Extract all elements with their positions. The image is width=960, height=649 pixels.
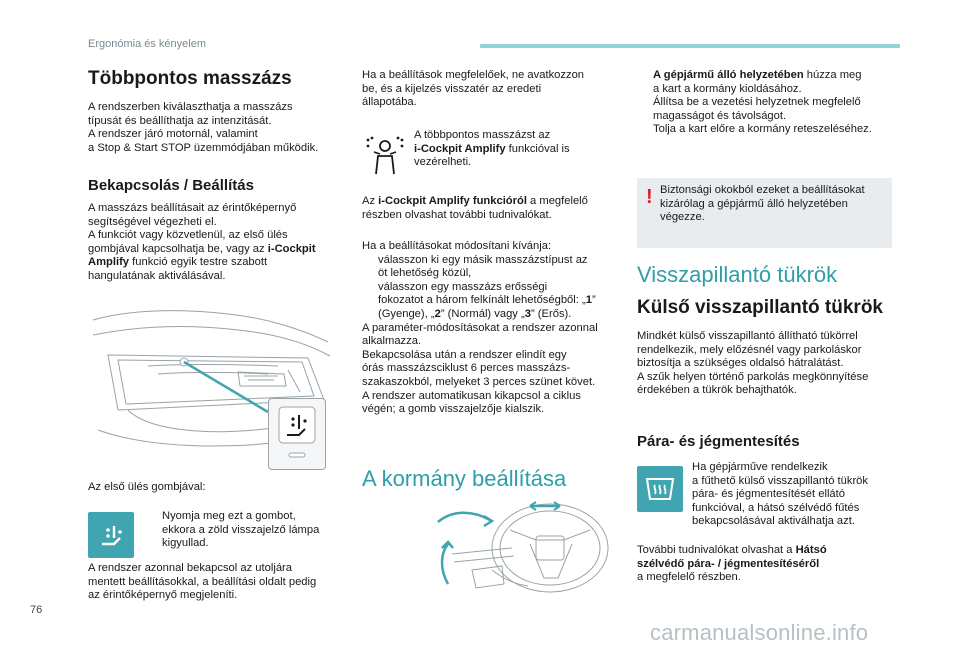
list-item (637, 69, 899, 96)
warning-icon: ! (646, 186, 653, 208)
text-line: az érintőképernyő megjeleníti. (88, 589, 238, 602)
text-line: Nyomja meg ezt a gombot, (162, 510, 296, 522)
text-line: A rendszer automatikusan kikapcsol a ciklus (362, 389, 581, 402)
bullet-marker (362, 281, 378, 322)
text-line: Ha a beállítások megfelelőek, ne avatkozzon (362, 69, 585, 81)
text-line: órás masszázsciklust 6 perces masszázs- (362, 362, 571, 375)
level-value: 1 (585, 294, 592, 307)
title-massage: Többpontos masszázs (88, 68, 292, 89)
seat-massage-button-zoom (268, 398, 326, 470)
text-line: Állítsa be a vezetési helyzetnek megfelelő (653, 96, 861, 109)
text-span: funkció egyik testre szabott (129, 256, 268, 269)
text-line: biztosítja a szükséges oldalsó hátralátást. (637, 357, 844, 370)
text-line: érdekében a tükrök behajthatók. (637, 384, 797, 397)
text-line: a fűthető külső visszapillantó tükrök (692, 474, 868, 487)
text-span: ” (Erős). (530, 307, 572, 320)
seat-button-label: Az első ülés gombjával: (88, 481, 206, 493)
subtitle-defrost: Pára- és jégmentesítés (637, 433, 800, 450)
text-line: Biztonsági okokból ezeket a beállításokat (660, 184, 865, 196)
defrost-more-info (637, 544, 899, 585)
massage-intro (88, 101, 348, 155)
settings-ok-text (362, 69, 624, 110)
text-line: A paraméter-módosításokat a rendszer azonnal (362, 321, 598, 334)
text-line (653, 69, 899, 83)
rear-defrost-button[interactable] (637, 466, 683, 512)
page-number: 76 (30, 604, 43, 616)
modify-settings-text (362, 240, 624, 417)
text-line: válasszon ki egy másik masszázstípust az (378, 253, 588, 266)
bullet-marker (637, 96, 653, 123)
level-value: 3 (524, 307, 531, 320)
title-mirrors: Visszapillantó tükrök (637, 262, 838, 287)
text-line: Ha gépjárműve rendelkezik (692, 461, 828, 473)
icockpit-note (414, 129, 614, 170)
text-line: a kart a kormány kioldásához. (653, 82, 802, 95)
safety-warning-text (660, 184, 880, 225)
title-external-mirrors: Külső visszapillantó tükrök (637, 297, 883, 318)
text-line: A szűk helyen történő parkolás megkönnyítése (637, 370, 869, 383)
text-line: Mindkét külső visszapillantó állítható tükörrel (637, 330, 858, 342)
list-item (637, 123, 899, 137)
text-line: segítségével végezheti el. (88, 215, 217, 228)
text-line (362, 195, 624, 209)
icockpit-term: i-Cockpit Amplify funkcióról (378, 195, 527, 207)
text-span: Az (362, 195, 379, 207)
massage-seat-icon (269, 399, 325, 469)
text-block (653, 69, 899, 96)
title-steering: A kormány beállítása (362, 466, 567, 491)
text-line: Tolja a kart előre a kormány reteszeléséhez. (653, 123, 872, 136)
press-button-instruction (146, 510, 346, 551)
text-line: A rendszerben kiválaszthatja a masszázs (88, 101, 293, 113)
list-item (362, 254, 624, 281)
text-line: állapotába. (362, 96, 417, 109)
bullet-marker (146, 510, 162, 551)
level-value: 2 (434, 307, 441, 320)
subtitle-setup: Bekapcsolás / Beállítás (88, 177, 254, 194)
massage-seat-icon (96, 520, 126, 550)
text-line: válasszon egy masszázs erősségi (378, 280, 548, 293)
text-span: fokozatot a három felkínált lehetőségből: „ (378, 294, 586, 307)
emphasis: A gépjármű álló helyzetében (653, 69, 804, 81)
text-line (637, 558, 899, 572)
text-line: be, és a kijelzés visszatér az eredeti (362, 82, 542, 95)
icockpit-more-info (362, 195, 624, 222)
text-block (378, 281, 624, 322)
text-line (378, 308, 624, 322)
massage-button[interactable] (88, 512, 134, 558)
text-line: mentett beállításokkal, a beállítási oldalt pedig (88, 575, 317, 588)
link-term: Hátsó (795, 544, 827, 556)
text-line: ekkora a zöld visszajelző lámpa (162, 523, 320, 536)
text-line: szakaszokból, melyeket 3 perces szünet követ. (362, 375, 596, 388)
text-line (378, 294, 624, 308)
text-line: rendelkezik, mely előzésnél vagy parkoláskor (637, 343, 862, 356)
text-line: bekapcsolásával aktiválhatja azt. (692, 515, 855, 528)
text-block (162, 510, 346, 551)
text-line: A rendszer járó motornál, valamint (88, 128, 258, 141)
text-line: vezérelheti. (414, 156, 472, 169)
text-line: végén; a gomb visszajelzője kialszik. (362, 403, 545, 416)
text-span: ” (591, 294, 596, 307)
massage-outro (88, 562, 350, 603)
text-line: végezze. (660, 211, 705, 224)
header-accent-bar (480, 44, 900, 48)
amplify-term: Amplify (88, 256, 130, 269)
text-line: kigyullad. (162, 537, 209, 550)
text-line: típusát és beállíthatja az intenzitását. (88, 114, 272, 127)
icockpit-term: i-Cockpit (267, 242, 316, 255)
text-line: öt lehetőség közül, (378, 267, 472, 280)
text-line: kizárólag a gépjármű álló helyzetében (660, 197, 848, 210)
section-header: Ergonómia és kényelem (88, 38, 207, 50)
icockpit-term: i-Cockpit Amplify (414, 142, 506, 155)
text-span: (Gyenge), „ (378, 307, 435, 320)
setup-text (88, 202, 348, 284)
text-span: húzza meg (803, 69, 862, 81)
text-line: alkalmazza. (362, 335, 422, 348)
list-item (362, 281, 624, 322)
text-line: részben olvashat további tudnivalókat. (362, 208, 552, 221)
text-line: hangulatának aktiválásával. (88, 269, 226, 282)
text-block (653, 96, 899, 123)
text-line: pára- és jégmentesítését ellátó (692, 488, 845, 501)
text-line: A funkciót vagy közvetlenül, az első ülés (88, 229, 288, 242)
link-term: szélvédő pára- / jégmentesítéséről (637, 557, 820, 570)
text-span: További tudnivalókat olvashat a (637, 544, 796, 556)
watermark: carmanualsonline.info (650, 620, 869, 645)
text-span: gombjával kapcsolhatja be, vagy az (88, 242, 268, 255)
text-span: funkcióval is (505, 142, 570, 155)
text-span: ” (Normál) vagy „ (440, 307, 525, 320)
icockpit-amplify-icon (364, 134, 406, 176)
text-line: Ha a beállításokat módosítani kívánja: (362, 240, 552, 252)
bullet-marker (637, 123, 653, 137)
text-line (88, 243, 348, 257)
text-span: a megfelelő (526, 195, 588, 207)
bullet-marker (362, 254, 378, 281)
text-line (637, 544, 899, 558)
bullet-marker (637, 69, 653, 96)
defrost-text (692, 461, 897, 529)
text-line: A rendszer azonnal bekapcsol az utoljára (88, 562, 292, 574)
steering-steps (637, 69, 899, 137)
text-line (414, 143, 614, 157)
list-item (637, 96, 899, 123)
text-line (88, 256, 348, 270)
text-line: magasságot és távolságot. (653, 109, 787, 122)
text-line: funkcióval, a hátsó szélvédő fűtés (692, 501, 860, 514)
list-item (146, 510, 346, 551)
text-line: a Stop & Start STOP üzemmódjában működik. (88, 141, 319, 154)
text-block (378, 254, 624, 281)
text-line: A masszázs beállításait az érintőképernyő (88, 202, 297, 214)
external-mirrors-text (637, 330, 899, 398)
text-line: a megfelelő részben. (637, 571, 741, 584)
text-line: A többpontos masszázst az (414, 129, 551, 141)
rear-defrost-icon (644, 475, 676, 503)
steering-wheel-illustration (432, 500, 612, 600)
text-line: Bekapcsolása után a rendszer elindít egy (362, 348, 567, 361)
